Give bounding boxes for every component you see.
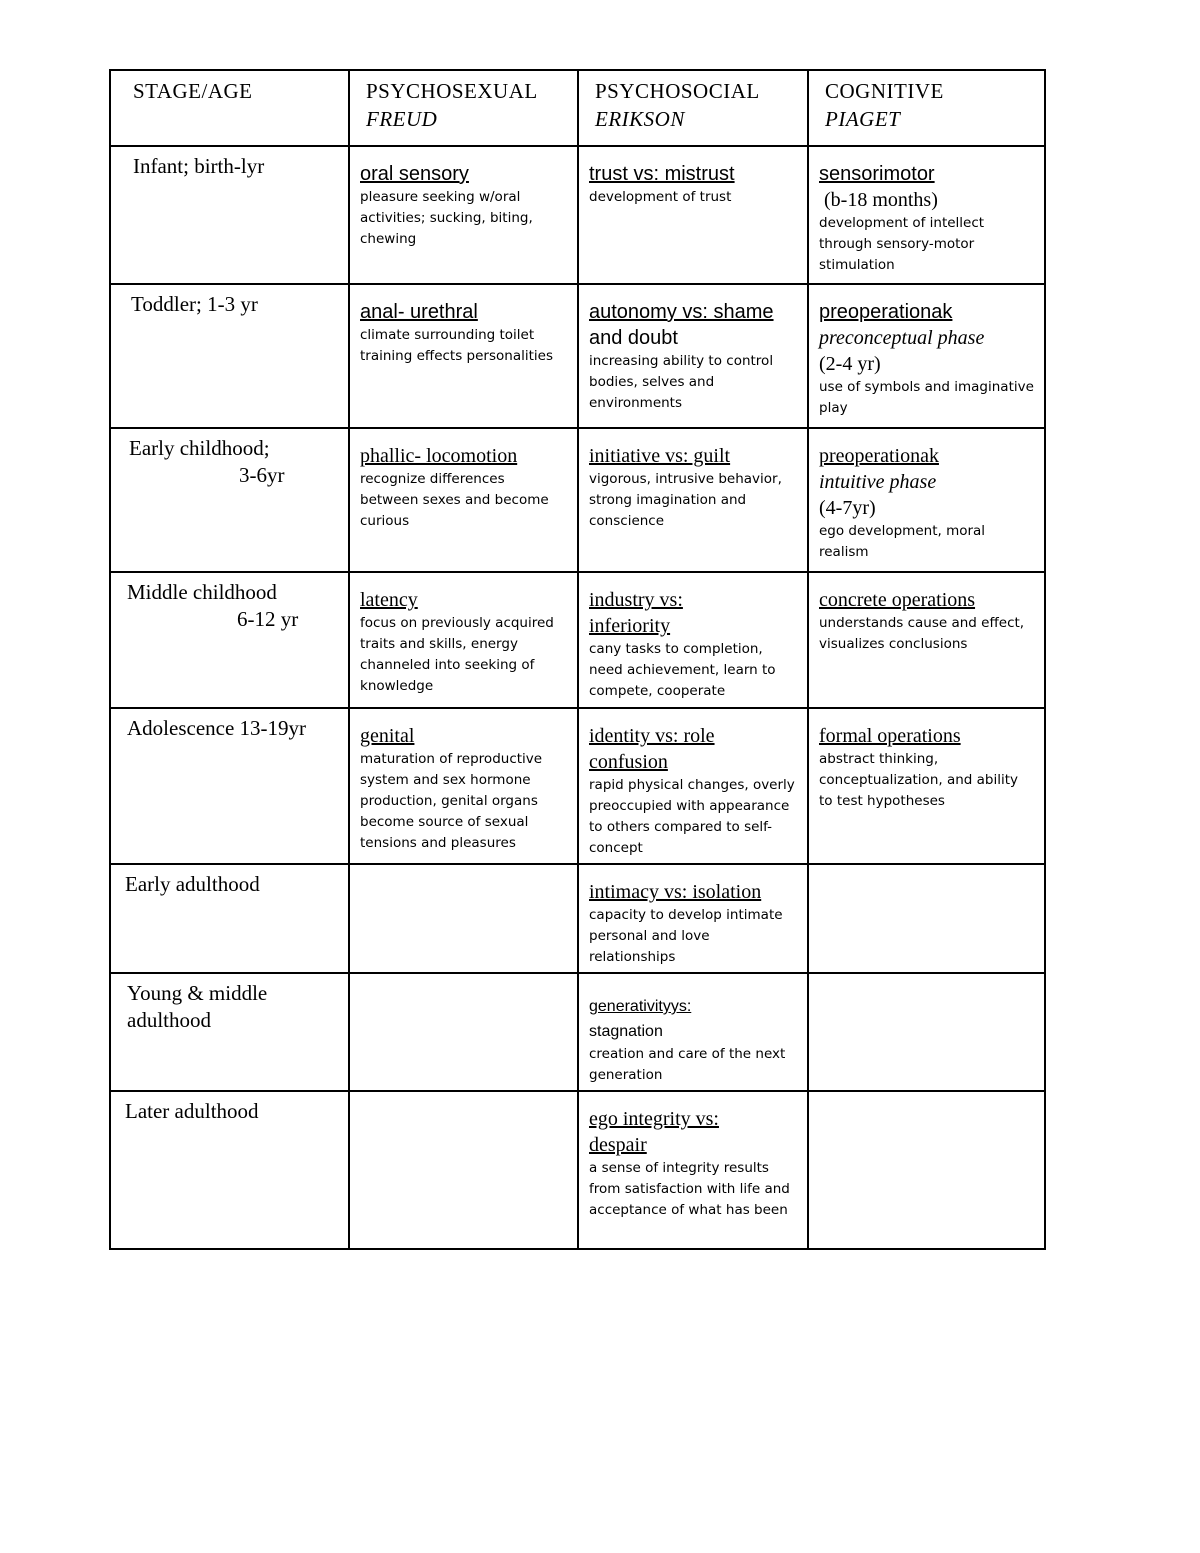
erikson-cell bbox=[578, 864, 808, 973]
freud-cell bbox=[349, 428, 578, 572]
header-freud-label: FREUD bbox=[366, 107, 438, 131]
table-row bbox=[110, 428, 1045, 572]
erikson-stage-desc: increasing ability to control bodies, selves and environments bbox=[589, 353, 774, 411]
erikson-stage-desc: creation and care of the next generation bbox=[589, 1046, 786, 1083]
stage-cell: Early childhood; 3-6yr bbox=[110, 428, 349, 572]
stage-cell: Middle childhood 6-12 yr bbox=[110, 572, 349, 708]
freud-stage-title: oral sensory bbox=[360, 163, 469, 185]
erikson-cell bbox=[578, 572, 808, 708]
piaget-stage-age: (b-18 months) bbox=[819, 189, 938, 211]
piaget-stage-desc: abstract thinking, conceptualization, and ability to test hypotheses bbox=[819, 751, 1019, 809]
freud-cell bbox=[349, 708, 578, 864]
piaget-stage-age: (4-7yr) bbox=[819, 497, 876, 519]
freud-stage-title: phallic- locomotion bbox=[360, 445, 518, 467]
erikson-stage-desc: cany tasks to completion, need achievement, learn to compete, cooperate bbox=[589, 641, 776, 699]
stage-cell: Later adulthood bbox=[110, 1091, 349, 1249]
piaget-stage-desc: development of intellect through sensory-motor stimulation bbox=[819, 215, 985, 273]
header-psychosocial-label: PSYCHOSOCIAL bbox=[595, 79, 760, 103]
table-row bbox=[110, 146, 1045, 284]
erikson-stage-title-cont: and doubt bbox=[589, 327, 678, 349]
table-row bbox=[110, 864, 1045, 973]
freud-cell bbox=[349, 1091, 578, 1249]
freud-stage-desc: focus on previously acquired traits and skills, energy channeled into seeking of knowledge bbox=[360, 615, 554, 694]
header-psychosocial bbox=[578, 70, 808, 146]
erikson-stage-title: initiative vs: guilt bbox=[589, 445, 731, 467]
erikson-stage-title-cont: inferiority bbox=[589, 615, 671, 637]
header-psychosexual-label: PSYCHOSEXUAL bbox=[366, 79, 538, 103]
piaget-stage-title: concrete operations bbox=[819, 589, 976, 611]
piaget-cell bbox=[808, 146, 1045, 284]
freud-cell bbox=[349, 146, 578, 284]
table-row bbox=[110, 1091, 1045, 1249]
freud-stage-desc: climate surrounding toilet training effects personalities bbox=[360, 327, 553, 364]
piaget-cell bbox=[808, 1091, 1045, 1249]
freud-cell bbox=[349, 864, 578, 973]
stage-cell: Adolescence 13-19yr bbox=[110, 708, 349, 864]
piaget-stage-title: sensorimotor bbox=[819, 163, 935, 185]
piaget-cell bbox=[808, 708, 1045, 864]
erikson-stage-title: industry vs: bbox=[589, 589, 683, 611]
table-row bbox=[110, 708, 1045, 864]
erikson-stage-title: identity vs: role bbox=[589, 725, 715, 747]
header-stage-age: STAGE/AGE bbox=[110, 70, 349, 146]
piaget-phase: intuitive phase bbox=[819, 471, 937, 493]
development-stages-table bbox=[109, 69, 1046, 1250]
freud-cell bbox=[349, 284, 578, 428]
stage-cell: Early adulthood bbox=[110, 864, 349, 973]
freud-stage-title: anal- urethral bbox=[360, 301, 478, 323]
piaget-cell bbox=[808, 428, 1045, 572]
erikson-stage-title: trust vs: mistrust bbox=[589, 163, 735, 185]
freud-stage-desc: maturation of reproductive system and sex hormone production, genital organs become source of sexual tensions and pleasures bbox=[360, 751, 543, 851]
piaget-stage-desc: ego development, moral realism bbox=[819, 523, 986, 560]
piaget-cell bbox=[808, 284, 1045, 428]
freud-stage-desc: recognize differences between sexes and become curious bbox=[360, 471, 549, 529]
table-row bbox=[110, 973, 1045, 1091]
erikson-stage-title: generativityys: bbox=[589, 998, 692, 1015]
erikson-stage-title: ego integrity vs: bbox=[589, 1108, 719, 1130]
erikson-cell bbox=[578, 708, 808, 864]
stage-cell: Young & middle adulthood bbox=[110, 973, 349, 1091]
freud-cell bbox=[349, 572, 578, 708]
piaget-stage-age: (2-4 yr) bbox=[819, 353, 881, 375]
table-row bbox=[110, 572, 1045, 708]
erikson-cell bbox=[578, 973, 808, 1091]
piaget-stage-title: formal operations bbox=[819, 725, 961, 747]
piaget-stage-desc: use of symbols and imaginative play bbox=[819, 379, 1034, 416]
erikson-stage-desc: a sense of integrity results from satisfaction with life and acceptance of what has been bbox=[589, 1160, 790, 1218]
erikson-cell bbox=[578, 1091, 808, 1249]
freud-stage-desc: pleasure seeking w/oral activities; sucking, biting, chewing bbox=[360, 189, 533, 247]
erikson-stage-desc: rapid physical changes, overly preoccupied with appearance to others compared to self-concept bbox=[589, 777, 795, 856]
header-erikson-label: ERIKSON bbox=[595, 107, 685, 131]
header-cognitive-label: COGNITIVE bbox=[825, 79, 944, 103]
stage-cell: Infant; birth-lyr bbox=[110, 146, 349, 284]
header-cognitive bbox=[808, 70, 1045, 146]
piaget-stage-title: preoperationak bbox=[819, 445, 939, 467]
erikson-stage-title-cont: confusion bbox=[589, 751, 668, 773]
header-row bbox=[110, 70, 1045, 146]
piaget-cell bbox=[808, 864, 1045, 973]
erikson-cell bbox=[578, 284, 808, 428]
header-psychosexual bbox=[349, 70, 578, 146]
erikson-stage-title: intimacy vs: isolation bbox=[589, 881, 762, 903]
piaget-cell bbox=[808, 572, 1045, 708]
erikson-stage-desc: capacity to develop intimate personal and love relationships bbox=[589, 907, 783, 965]
header-piaget-label: PIAGET bbox=[825, 107, 901, 131]
erikson-stage-title: autonomy vs: shame bbox=[589, 301, 774, 323]
piaget-stage-desc: understands cause and effect, visualizes conclusions bbox=[819, 615, 1025, 652]
piaget-phase: preconceptual phase bbox=[819, 327, 985, 349]
erikson-stage-title-cont: stagnation bbox=[589, 1023, 663, 1040]
stage-cell: Toddler; 1-3 yr bbox=[110, 284, 349, 428]
erikson-stage-title-cont: despair bbox=[589, 1134, 647, 1156]
erikson-cell bbox=[578, 146, 808, 284]
erikson-stage-desc: development of trust bbox=[589, 189, 732, 205]
piaget-stage-title: preoperationak bbox=[819, 301, 953, 323]
piaget-cell bbox=[808, 973, 1045, 1091]
table-row bbox=[110, 284, 1045, 428]
freud-cell bbox=[349, 973, 578, 1091]
freud-stage-title: genital bbox=[360, 725, 415, 747]
erikson-stage-desc: vigorous, intrusive behavior, strong imagination and conscience bbox=[589, 471, 782, 529]
freud-stage-title: latency bbox=[360, 589, 418, 611]
erikson-cell bbox=[578, 428, 808, 572]
